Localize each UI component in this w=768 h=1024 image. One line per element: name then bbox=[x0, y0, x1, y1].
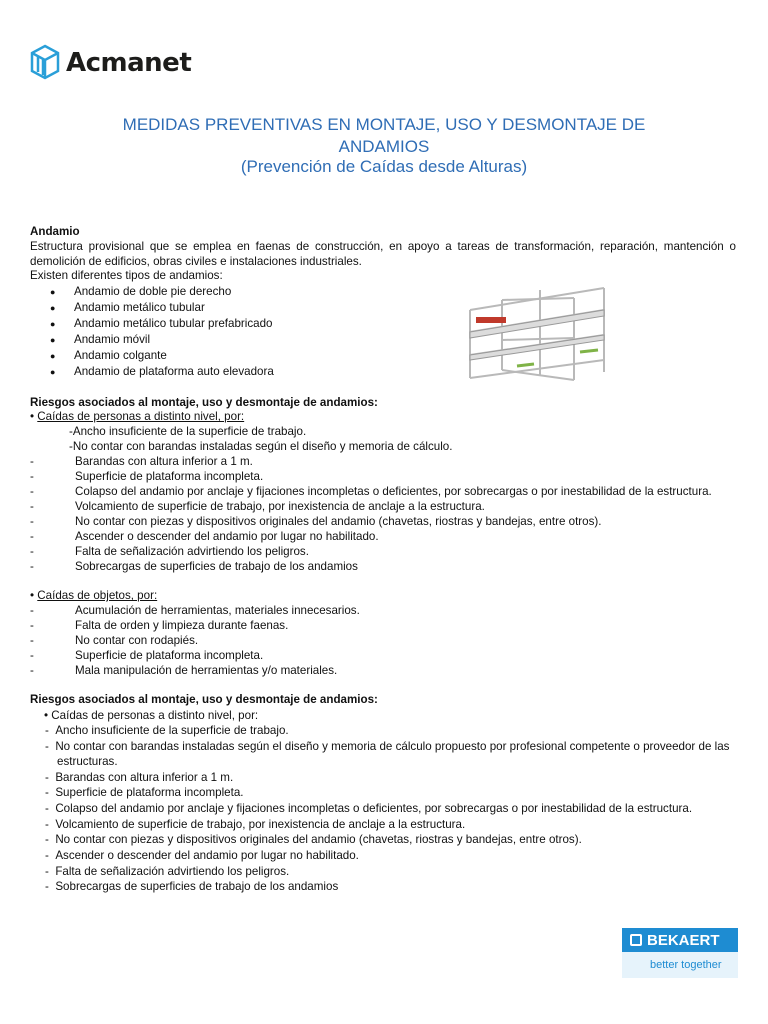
list-item: - No contar con barandas instaladas según el diseño y memoria de cálculo propuesto por profesional competente o proveedor de las bbox=[45, 740, 730, 753]
list-item: -Ancho insuficiente de la superficie de trabajo. bbox=[69, 425, 307, 438]
andamio-types-intro: Existen diferentes tipos de andamios: bbox=[30, 269, 223, 282]
acmanet-cube-icon bbox=[30, 44, 60, 82]
risks-heading-1: Riesgos asociados al montaje, uso y desmontaje de andamios: bbox=[30, 396, 378, 409]
title-line-1: MEDIDAS PREVENTIVAS EN MONTAJE, USO Y DESMONTAJE DE bbox=[122, 115, 646, 134]
list-item: Sobrecargas de superficies de trabajo de los andamios bbox=[75, 560, 358, 573]
list-item: - Ascender o descender del andamio por lugar no habilitado. bbox=[45, 849, 359, 862]
list-item: - Sobrecargas de superficies de trabajo de los andamios bbox=[45, 880, 339, 893]
andamio-definition: Estructura provisional que se emplea en faenas de construcción, en apoyo a tareas de transformación, reparación, mantención o demolición de edificios, obras civiles e instalaciones industriales. bbox=[30, 240, 736, 268]
list-item: Volcamiento de superficie de trabajo, por inexistencia de anclaje a la estructura. bbox=[75, 500, 485, 513]
list-item: Ascender o descender del andamio por lugar no habilitado. bbox=[75, 530, 379, 543]
title-line-2: ANDAMIOS bbox=[338, 137, 430, 156]
document-title bbox=[0, 114, 768, 158]
list-item: - Volcamiento de superficie de trabajo, por inexistencia de anclaje a la estructura. bbox=[45, 818, 466, 831]
scaffold-image bbox=[462, 280, 612, 383]
risks-heading-2: Riesgos asociados al montaje, uso y desmontaje de andamios: bbox=[30, 693, 378, 706]
list-item: estructuras. bbox=[57, 755, 118, 768]
falls-heading-2: • Caídas de personas a distinto nivel, por: bbox=[44, 709, 259, 722]
falls-heading-1: • Caídas de personas a distinto nivel, por: bbox=[30, 410, 245, 423]
list-item: Barandas con altura inferior a 1 m. bbox=[75, 455, 253, 468]
list-item: ● Andamio móvil bbox=[50, 333, 151, 346]
bekaert-brand: BEKAERT bbox=[647, 931, 720, 949]
list-item: No contar con piezas y dispositivos originales del andamio (chavetas, riostras y bandejas, entre otros). bbox=[75, 515, 602, 528]
list-item: - Superficie de plataforma incompleta. bbox=[45, 786, 244, 799]
list-item: Superficie de plataforma incompleta. bbox=[75, 470, 264, 483]
list-item: - No contar con piezas y dispositivos originales del andamio (chavetas, riostras y bandejas, entre otros). bbox=[45, 833, 582, 846]
list-item: ● Andamio de doble pie derecho bbox=[50, 285, 232, 298]
list-item: - Colapso del andamio por anclaje y fijaciones incompletas o deficientes, por sobrecargas o por inestabilidad de la estructura. bbox=[45, 802, 693, 815]
acmanet-logo-text: Acmanet bbox=[66, 48, 192, 78]
objects-heading: • Caídas de objetos, por: bbox=[30, 589, 158, 602]
bekaert-tagline: better together bbox=[622, 952, 738, 978]
list-item: - Falta de señalización advirtiendo los peligros. bbox=[45, 865, 290, 878]
list-item: ● Andamio metálico tubular bbox=[50, 301, 205, 314]
list-item: Mala manipulación de herramientas y/o materiales. bbox=[75, 664, 338, 677]
bekaert-mark-icon bbox=[630, 934, 642, 946]
list-item: ● Andamio colgante bbox=[50, 349, 167, 362]
acmanet-logo bbox=[30, 44, 191, 82]
list-item: Colapso del andamio por anclaje y fijaciones incompletas o deficientes, por sobrecargas o por inestabilidad de la estructura. bbox=[75, 485, 712, 498]
list-item: ● Andamio metálico tubular prefabricado bbox=[50, 317, 273, 330]
list-item: Acumulación de herramientas, materiales innecesarios. bbox=[75, 604, 360, 617]
bekaert-logo bbox=[622, 928, 738, 978]
document-subtitle: (Prevención de Caídas desde Alturas) bbox=[240, 157, 528, 176]
list-item: Superficie de plataforma incompleta. bbox=[75, 649, 264, 662]
list-item: Falta de señalización advirtiendo los peligros. bbox=[75, 545, 309, 558]
list-item: - Ancho insuficiente de la superficie de trabajo. bbox=[45, 724, 289, 737]
list-item: No contar con rodapiés. bbox=[75, 634, 199, 647]
list-item: Falta de orden y limpieza durante faenas. bbox=[75, 619, 289, 632]
list-item: -No contar con barandas instaladas según el diseño y memoria de cálculo. bbox=[69, 440, 453, 453]
andamio-heading: Andamio bbox=[30, 225, 80, 238]
list-item: - Barandas con altura inferior a 1 m. bbox=[45, 771, 234, 784]
list-item: ● Andamio de plataforma auto elevadora bbox=[50, 365, 274, 378]
